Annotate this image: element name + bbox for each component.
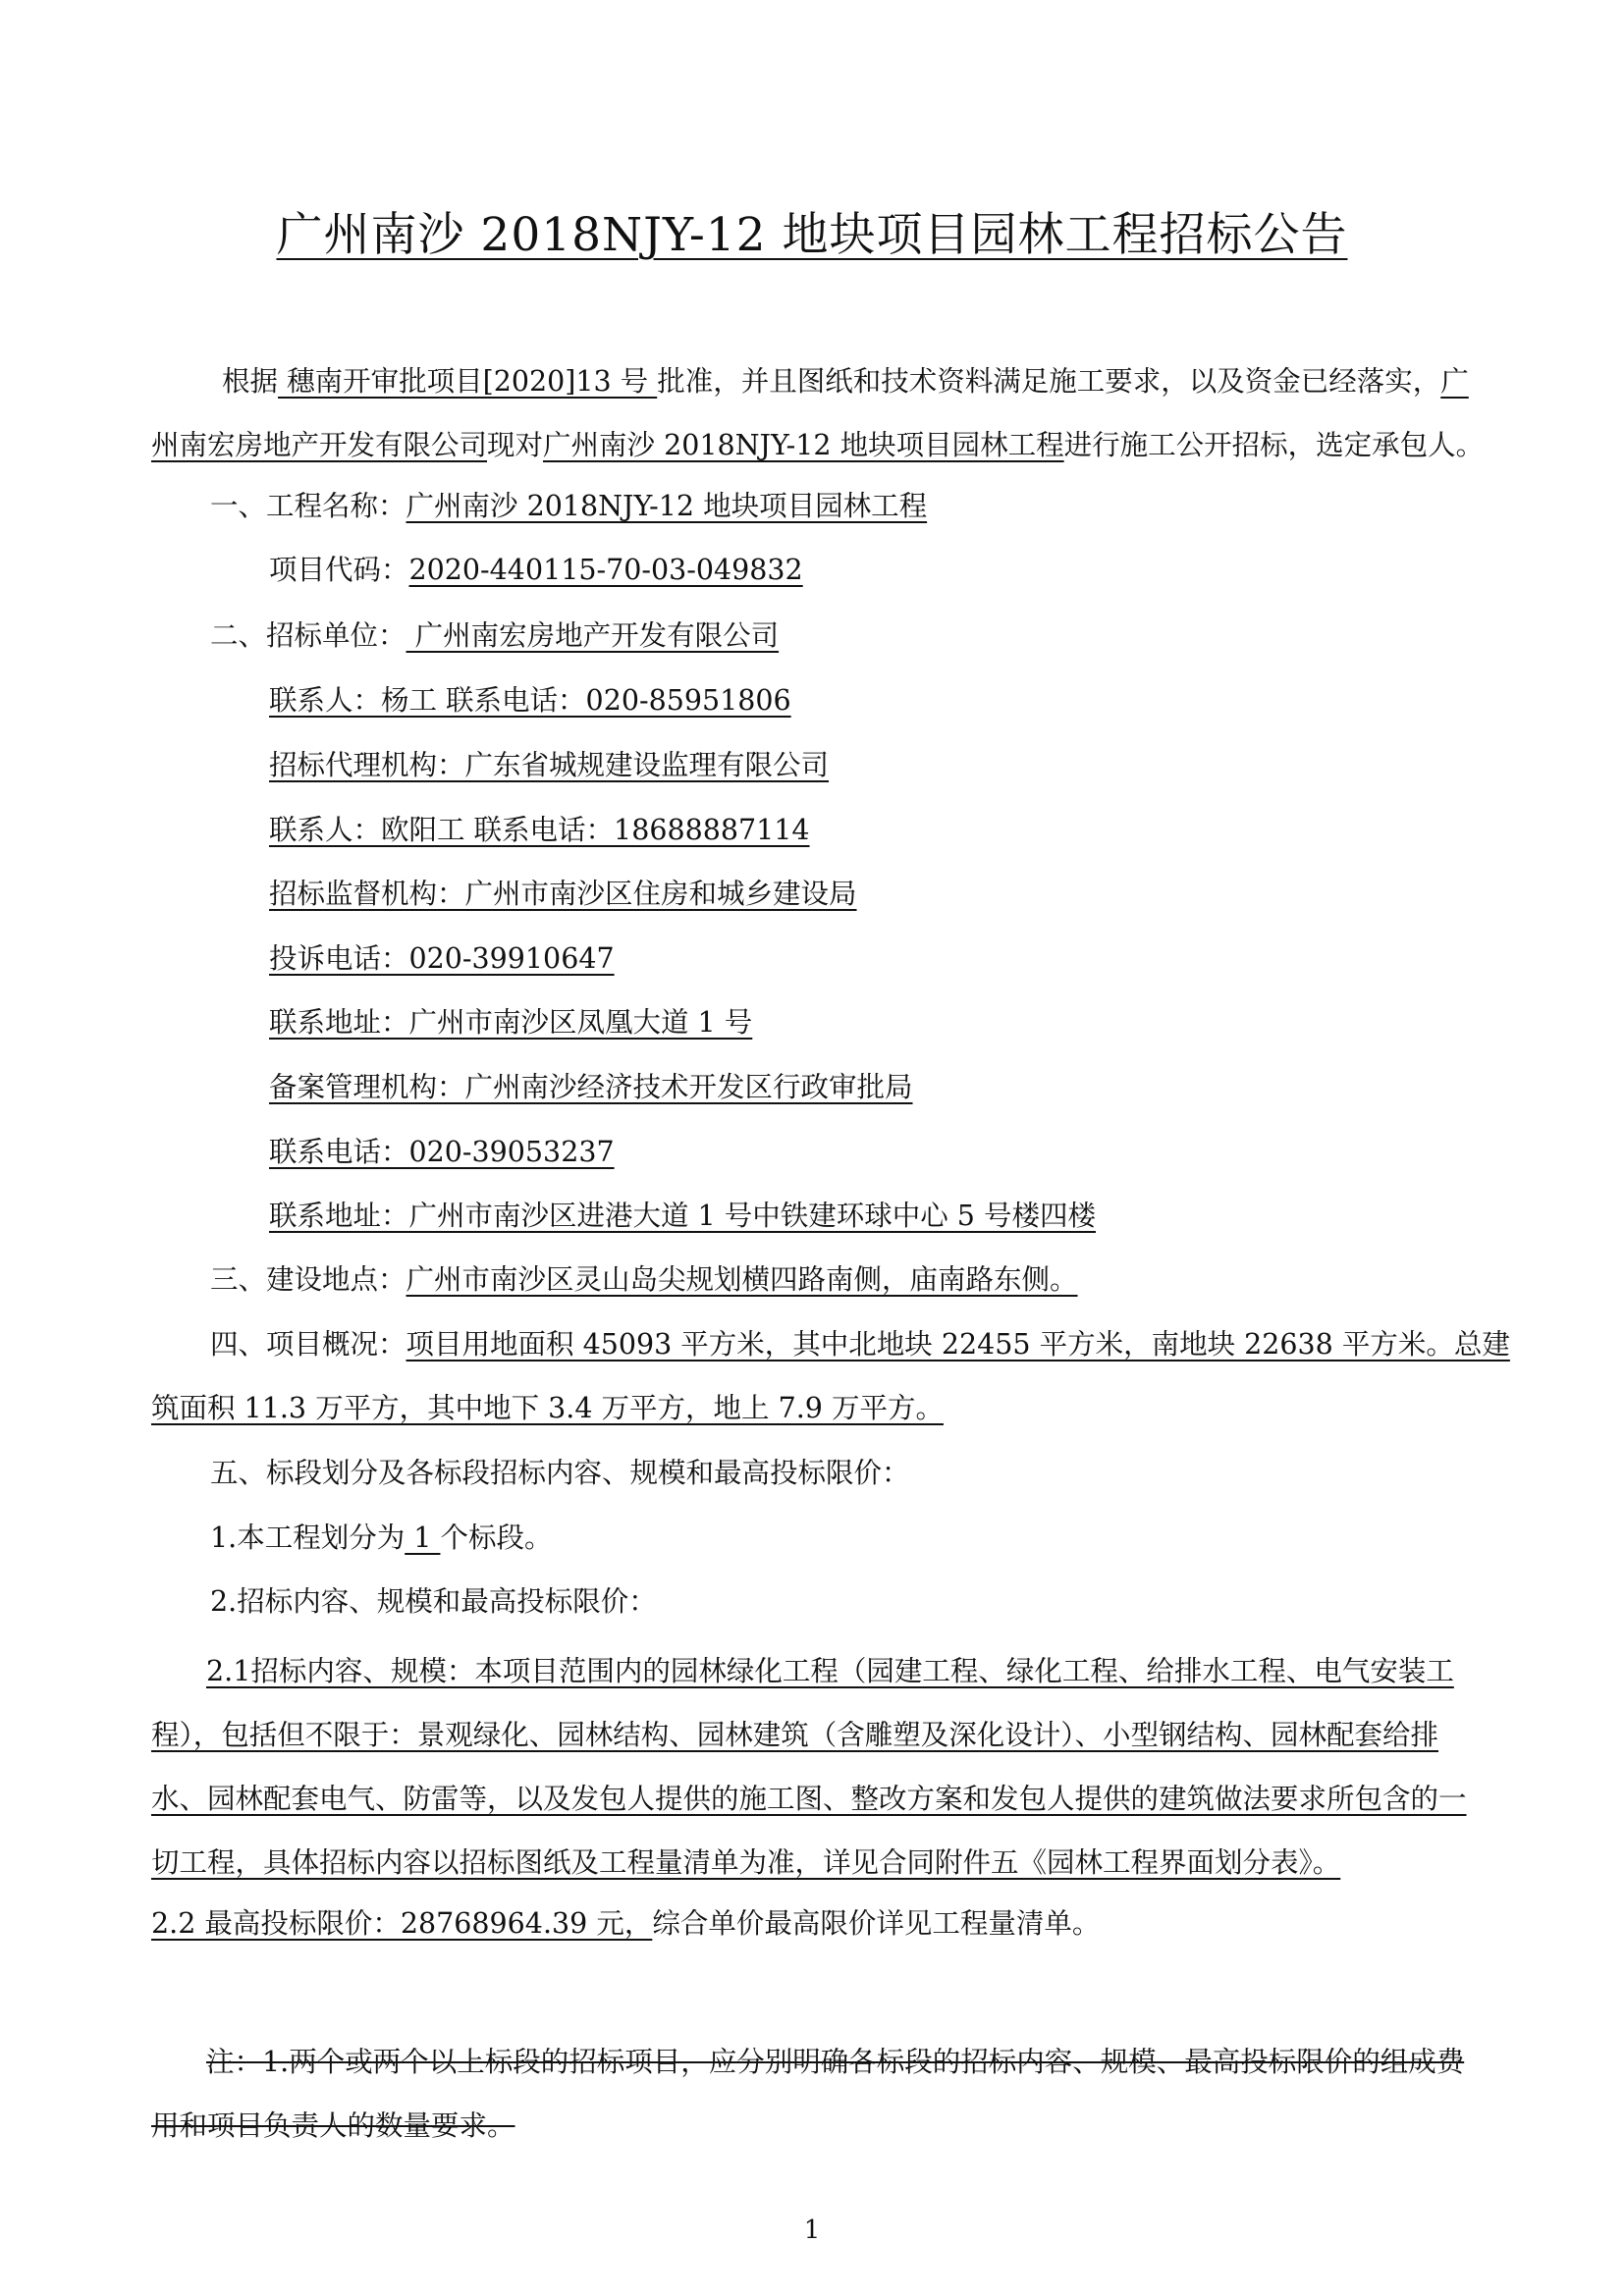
tender-agency: 招标代理机构：广东省城规建设监理有限公司 [269,749,830,781]
section-2-tenderer: 二、招标单位： 广州南宏房地产开发有限公司 [210,619,780,652]
project-name: 广州南沙 2018NJY-12 地块项目园林工程 [543,429,1064,461]
page-number: 1 [803,2216,821,2245]
section-5-item-2-2: 2.2 最高投标限价：28768964.39 元，综合单价最高限价详见工程量清单。 [151,1907,1101,1940]
supervision-agency: 招标监督机构：广州市南沙区住房和城乡建设局 [269,878,857,910]
complaint-phone: 投诉电话：020-39910647 [269,942,615,975]
owner-name-a: 广 [1440,365,1469,398]
owner-name-b: 州南宏房地产开发有限公司 [151,429,488,461]
title-text: 广州南沙 2018NJY-12 地块项目园林工程招标公告 [276,208,1348,262]
approval-number: 穗南开审批项目[2020]13 号 [278,365,658,398]
intro-paragraph: 根据 穗南开审批项目[2020]13 号 批准，并且图纸和技术资料满足施工要求，以及资金已经落实，广州南宏房地产开发有限公司现对广州南沙 2018NJY-12 地块项目园林工程进行施工公开招标，选定承包人。 [151,365,1485,461]
section-4-overview: 四、项目概况：项目用地面积 45093 平方米，其中北地块 22455 平方米，南地块 22638 平方米。总建 [210,1328,1510,1361]
contact-address-2: 联系地址：广州市南沙区进港大道 1 号中铁建环球中心 5 号楼四楼 [269,1200,1097,1232]
section-5-item-2: 2.招标内容、规模和最高投标限价： [210,1585,657,1618]
tenderer-contact: 联系人：杨工 联系电话：020-85951806 [269,684,791,717]
section-5-item-2-1: 2.1招标内容、规模：本项目范围内的园林绿化工程（园建工程、绿化工程、给排水工程、电气安装工程），包括但不限于：景观绿化、园林结构、园林建筑（含雕塑及深化设计）、小型钢结构、园林配套给排水、园林配套电气、防雷等，以及发包人提供的施工图、整改方案和发包人提供的建筑做法要求所包含的一切工程，具体招标内容以招标图纸及工程量清单为准，详见合同附件五《园林工程界面划分表》。 [151,1655,1467,1879]
section-5-item-1: 1.本工程划分为 1 个标段。 [210,1522,553,1554]
record-agency: 备案管理机构：广州南沙经济技术开发区行政审批局 [269,1071,913,1103]
record-phone: 联系电话：020-39053237 [269,1136,615,1168]
contact-address-1: 联系地址：广州市南沙区凤凰大道 1 号 [269,1006,753,1039]
project-code: 项目代码：2020-440115-70-03-049832 [269,554,803,586]
agency-contact: 联系人：欧阳工 联系电话：18688887114 [269,814,810,846]
section-1-name: 一、工程名称：广州南沙 2018NJY-12 地块项目园林工程 [210,490,928,522]
section-5-heading: 五、标段划分及各标段招标内容、规模和最高投标限价： [210,1457,910,1489]
struck-note: 注：1.两个或两个以上标段的招标项目，应分别明确各标段的招标内容、规模、最高投标限价的组成费用和项目负责人的数量要求。 [151,2046,1465,2142]
document-title [0,204,1624,267]
section-4-overview-cont: 筑面积 11.3 万平方，其中地下 3.4 万平方，地上 7.9 万平方。 [151,1392,944,1424]
section-3-location: 三、建设地点：广州市南沙区灵山岛尖规划横四路南侧，庙南路东侧。 [210,1263,1078,1296]
